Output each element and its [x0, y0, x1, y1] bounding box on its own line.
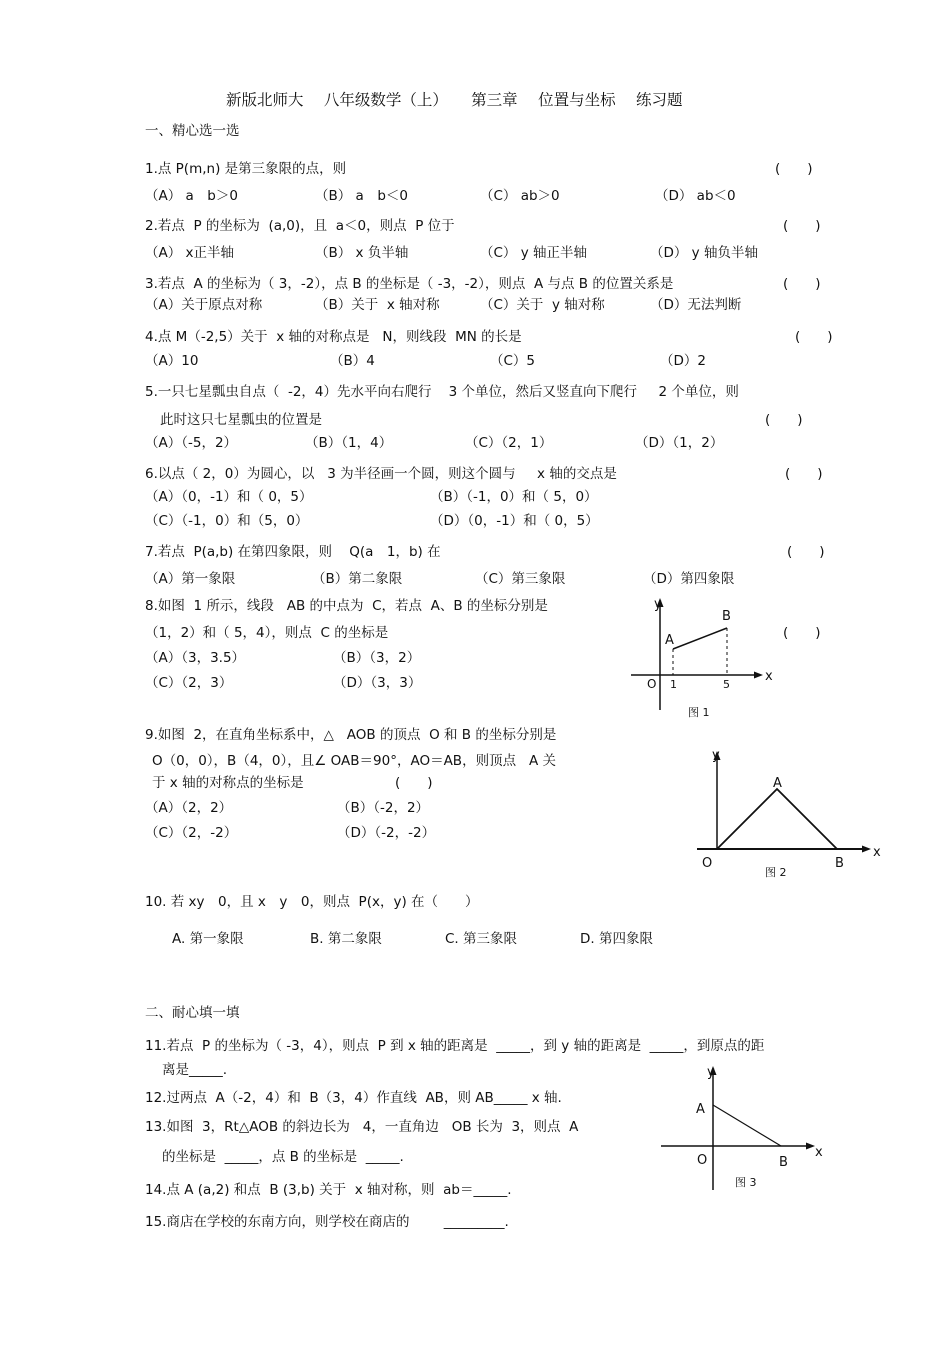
- question-6-stem: 6.以点（ 2，0）为圆心，以 3 为半径画一个圆，则这个圆与 x 轴的交点是: [145, 466, 617, 482]
- question-10-option-c[interactable]: C. 第三象限: [445, 931, 518, 947]
- question-5-stem: 5.一只七星瓢虫自点（ -2，4）先水平向右爬行 3 个单位，然后又竖直向下爬行 2 个单位，则: [145, 384, 739, 400]
- question-8-stem-cont: （1，2）和（ 5，4），则点 C 的坐标是: [145, 625, 389, 641]
- question-11-line-1[interactable]: 11.若点 P 的坐标为（ -3，4），则点 P 到 x 轴的距离是 _____，到 y 轴的距离是 _____，到原点的距: [145, 1038, 765, 1054]
- question-6-option-b[interactable]: （B）（-1，0）和（ 5，0）: [430, 489, 598, 505]
- fig3-origin-label: O: [697, 1153, 708, 1168]
- question-7-stem: 7.若点 P(a,b) 在第四象限，则 Q(a 1，b) 在: [145, 544, 441, 560]
- question-2-stem: 2.若点 P 的坐标为 (a,0)，且 a＜0，则点 P 位于: [145, 218, 455, 234]
- question-13-line-1: 13.如图 3，Rt△AOB 的斜边长为 4，一直角边 OB 长为 3，则点 A: [145, 1119, 579, 1135]
- fig1-x-label: x: [765, 669, 773, 684]
- figure-3: [655, 1060, 845, 1195]
- question-4-option-a[interactable]: （A）10: [145, 353, 199, 369]
- question-9-stem: 9.如图 2，在直角坐标系中，△ AOB 的顶点 O 和 B 的坐标分别是: [145, 727, 557, 743]
- fig2-y-label: y: [712, 748, 720, 763]
- fig2-x-arrow: [862, 846, 871, 853]
- question-4-option-d[interactable]: （D）2: [660, 353, 706, 369]
- question-3-option-c[interactable]: （C）关于 y 轴对称: [480, 297, 605, 313]
- fig3-point-a-label: A: [696, 1102, 705, 1117]
- question-9-answer-blank[interactable]: ( ): [395, 775, 433, 791]
- question-2-option-d[interactable]: （D） y 轴负半轴: [650, 245, 758, 261]
- question-7-answer-blank[interactable]: ( ): [787, 544, 825, 560]
- question-3-answer-blank[interactable]: ( ): [783, 276, 821, 292]
- question-5-answer-blank[interactable]: ( ): [765, 412, 803, 428]
- question-2-option-b[interactable]: （B） x 负半轴: [315, 245, 409, 261]
- question-8-option-b[interactable]: （B）（3，2）: [333, 650, 421, 666]
- question-1-option-a[interactable]: （A） a b＞0: [145, 188, 238, 204]
- fig3-x-label: x: [815, 1145, 823, 1160]
- question-2-option-c[interactable]: （C） y 轴正半轴: [480, 245, 587, 261]
- question-6-option-a[interactable]: （A）（0，-1）和（ 0，5）: [145, 489, 313, 505]
- question-7-option-d[interactable]: （D）第四象限: [643, 571, 735, 587]
- question-6-option-d[interactable]: （D）（0，-1）和（ 0，5）: [430, 513, 599, 529]
- fig1-caption: 图 1: [688, 706, 710, 719]
- question-8-option-c[interactable]: （C）（2，3）: [145, 675, 233, 691]
- fig2-point-b-label: B: [835, 856, 844, 871]
- question-1-option-b[interactable]: （B） a b＜0: [315, 188, 408, 204]
- question-11-line-2[interactable]: 离是_____.: [162, 1062, 228, 1078]
- fig1-segment-ab: [673, 628, 727, 649]
- section-heading-choice: 一、精心选一选: [145, 123, 240, 139]
- question-1-stem: 1.点 P(m,n) 是第三象限的点，则: [145, 161, 347, 177]
- question-3-option-a[interactable]: （A）关于原点对称: [145, 297, 263, 313]
- question-13-line-2[interactable]: 的坐标是 _____，点 B 的坐标是 _____.: [162, 1149, 404, 1165]
- question-9-stem-cont-2: 于 x 轴的对称点的坐标是: [152, 775, 304, 791]
- fig2-caption: 图 2: [765, 866, 787, 879]
- fig1-x-arrow: [754, 672, 763, 679]
- fig1-origin-label: O: [647, 677, 657, 691]
- figure-2: [685, 745, 890, 885]
- question-15[interactable]: 15.商店在学校的东南方向，则学校在商店的 _________.: [145, 1214, 509, 1230]
- fig1-point-a-label: A: [665, 633, 674, 648]
- question-9-option-b[interactable]: （B）（-2，2）: [337, 800, 430, 816]
- page-title: 新版北师大 八年级数学（上） 第三章 位置与坐标 练习题: [226, 91, 683, 109]
- question-3-option-d[interactable]: （D）无法判断: [650, 297, 742, 313]
- question-9-stem-cont: O（0，0），B（4，0），且∠ OAB＝90°，AO＝AB，则顶点 A 关: [152, 753, 556, 769]
- question-10-option-d[interactable]: D. 第四象限: [580, 931, 653, 947]
- fig3-y-label: y: [707, 1065, 715, 1080]
- question-6-answer-blank[interactable]: ( ): [785, 466, 823, 482]
- fig2-x-label: x: [873, 845, 881, 860]
- question-6-option-c[interactable]: （C）（-1，0）和（5，0）: [145, 513, 309, 529]
- question-14[interactable]: 14.点 A (a,2) 和点 B (3,b) 关于 x 轴对称，则 ab＝_____.: [145, 1182, 512, 1198]
- question-9-option-d[interactable]: （D）（-2，-2）: [337, 825, 436, 841]
- question-2-answer-blank[interactable]: ( ): [783, 218, 821, 234]
- question-7-option-c[interactable]: （C）第三象限: [475, 571, 566, 587]
- question-9-option-a[interactable]: （A）（2，2）: [145, 800, 233, 816]
- figure-1: [625, 592, 785, 722]
- fig1-tick-5: 5: [723, 678, 730, 691]
- question-5-stem-cont: 此时这只七星瓢虫的位置是: [160, 412, 322, 428]
- question-8-option-a[interactable]: （A）（3，3.5）: [145, 650, 246, 666]
- section-heading-fill: 二、耐心填一填: [145, 1005, 240, 1021]
- question-4-answer-blank[interactable]: ( ): [795, 329, 833, 345]
- question-8-answer-blank[interactable]: ( ): [783, 625, 821, 641]
- fig3-point-b-label: B: [779, 1155, 788, 1170]
- question-10-option-a[interactable]: A. 第一象限: [172, 931, 244, 947]
- fig3-x-arrow: [806, 1143, 815, 1150]
- fig2-triangle-aob: [717, 789, 837, 849]
- question-7-option-a[interactable]: （A）第一象限: [145, 571, 236, 587]
- question-1-answer-blank[interactable]: ( ): [775, 161, 813, 177]
- fig3-caption: 图 3: [735, 1176, 757, 1189]
- question-4-option-c[interactable]: （C）5: [490, 353, 536, 369]
- question-5-option-b[interactable]: （B）（1，4）: [305, 435, 393, 451]
- fig1-tick-1: 1: [670, 678, 677, 691]
- question-5-option-c[interactable]: （C）（2，1）: [465, 435, 553, 451]
- question-9-option-c[interactable]: （C）（2，-2）: [145, 825, 238, 841]
- question-3-stem: 3.若点 A 的坐标为（ 3，-2），点 B 的坐标是（ -3，-2），则点 A 与点 B 的位置关系是: [145, 276, 674, 292]
- fig1-point-b-label: B: [722, 609, 731, 624]
- question-1-option-c[interactable]: （C） ab＞0: [480, 188, 560, 204]
- question-12[interactable]: 12.过两点 A（-2，4）和 B（3，4）作直线 AB，则 AB_____ x 轴.: [145, 1090, 562, 1106]
- question-1-option-d[interactable]: （D） ab＜0: [655, 188, 736, 204]
- fig2-point-a-label: A: [773, 776, 782, 791]
- question-2-option-a[interactable]: （A） x正半轴: [145, 245, 235, 261]
- question-8-stem: 8.如图 1 所示，线段 AB 的中点为 C，若点 A、B 的坐标分别是: [145, 598, 548, 614]
- question-5-option-a[interactable]: （A）（-5，2）: [145, 435, 238, 451]
- question-3-option-b[interactable]: （B）关于 x 轴对称: [315, 297, 440, 313]
- fig1-y-label: y: [654, 597, 662, 612]
- fig3-hypotenuse-ab: [713, 1105, 781, 1146]
- question-7-option-b[interactable]: （B）第二象限: [312, 571, 403, 587]
- fig2-origin-label: O: [702, 856, 713, 871]
- question-5-option-d[interactable]: （D）（1，2）: [635, 435, 724, 451]
- question-10-option-b[interactable]: B. 第二象限: [310, 931, 382, 947]
- question-4-option-b[interactable]: （B）4: [330, 353, 375, 369]
- question-10-stem: 10. 若 xy 0，且 x y 0，则点 P(x，y) 在（ ）: [145, 894, 479, 910]
- question-4-stem: 4.点 M（-2,5）关于 x 轴的对称点是 N，则线段 MN 的长是: [145, 329, 522, 345]
- question-8-option-d[interactable]: （D）（3，3）: [333, 675, 422, 691]
